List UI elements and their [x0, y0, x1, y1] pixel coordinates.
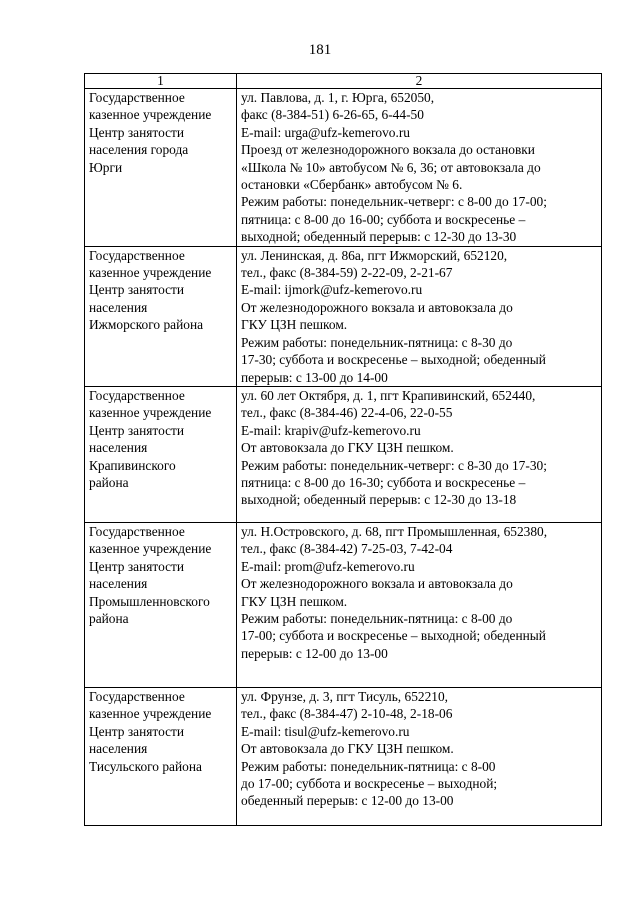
organization-line: Крапивинского	[89, 457, 176, 473]
schedule-line: Режим работы: понедельник-четверг: с 8-00 до 17-00;	[241, 194, 547, 210]
organization-line: Юрги	[89, 159, 123, 175]
organization-line: Центр занятости	[89, 282, 185, 298]
employment-centers-table	[84, 73, 602, 826]
phone-line: тел., факс (8-384-42) 7-25-03, 7-42-04	[241, 541, 453, 557]
table-row	[85, 89, 602, 247]
organization-cell	[85, 522, 237, 687]
organization-line: населения города	[89, 142, 189, 158]
contact-info-cell	[237, 89, 602, 247]
organization-line: Центр занятости	[89, 558, 185, 574]
organization-line: казенное учреждение	[89, 405, 212, 421]
email-line: E-mail: prom@ufz-kemerovo.ru	[241, 558, 415, 574]
organization-line: Государственное	[89, 90, 185, 105]
schedule-line: Режим работы: понедельник-пятница: с 8-00	[241, 758, 496, 774]
schedule-line: перерыв: с 12-00 до 13-00	[241, 645, 388, 661]
phone-line: тел., факс (8-384-46) 22-4-06, 22-0-55	[241, 405, 453, 421]
schedule-line: до 17-00; суббота и воскресенье – выходной;	[241, 775, 498, 791]
address-line: ул. Ленинская, д. 86а, пгт Ижморский, 652120,	[241, 247, 508, 263]
phone-line: факс (8-384-51) 6-26-65, 6-44-50	[241, 107, 424, 123]
address-line: ул. Павлова, д. 1, г. Юрга, 652050,	[241, 90, 435, 105]
organization-line: казенное учреждение	[89, 541, 212, 557]
table-row	[85, 246, 602, 386]
organization-line: Государственное	[89, 523, 185, 539]
directions-line: остановки «Сбербанк» автобусом № 6.	[241, 177, 463, 193]
table-row	[85, 687, 602, 825]
page-number: 181	[308, 42, 332, 58]
organization-cell	[85, 687, 237, 825]
schedule-line: пятница: с 8-00 до 16-00; суббота и воскресенье –	[241, 211, 526, 227]
address-line: ул. 60 лет Октября, д. 1, пгт Крапивинский, 652440,	[241, 387, 536, 403]
organization-line: Промышленновского	[89, 593, 210, 609]
directions-line: ГКУ ЦЗН пешком.	[241, 593, 348, 609]
contact-info-cell	[237, 687, 602, 825]
organization-line: казенное учреждение	[89, 265, 212, 281]
organization-line: населения	[89, 440, 148, 456]
contact-info-cell	[237, 246, 602, 386]
organization-line: населения	[89, 299, 148, 315]
schedule-line: Режим работы: понедельник-пятница: с 8-00 до	[241, 610, 513, 626]
address-line: ул. Фрунзе, д. 3, пгт Тисуль, 652210,	[241, 688, 449, 704]
organization-line: Тисульского района	[89, 758, 202, 774]
table-row	[85, 386, 602, 522]
directions-line: ГКУ ЦЗН пешком.	[241, 317, 348, 333]
phone-line: тел., факс (8-384-59) 2-22-09, 2-21-67	[241, 265, 453, 281]
schedule-line: 17-30; суббота и воскресенье – выходной; обеденный	[241, 352, 546, 368]
schedule-line: выходной; обеденный перерыв: с 12-30 до 13-18	[241, 492, 517, 508]
organization-line: казенное учреждение	[89, 706, 212, 722]
organization-cell	[85, 89, 237, 247]
directions-line: От автовокзала до ГКУ ЦЗН пешком.	[241, 440, 454, 456]
phone-line: тел., факс (8-384-47) 2-10-48, 2-18-06	[241, 706, 453, 722]
organization-line: района	[89, 610, 129, 626]
organization-line: населения	[89, 576, 148, 592]
organization-line: населения	[89, 741, 148, 757]
organization-line: казенное учреждение	[89, 107, 212, 123]
schedule-line: Режим работы: понедельник-пятница: с 8-30 до	[241, 334, 513, 350]
organization-line: Государственное	[89, 247, 185, 263]
schedule-line: перерыв: с 13-00 до 14-00	[241, 369, 388, 385]
organization-line: района	[89, 474, 129, 490]
column-header-2: 2	[237, 74, 602, 89]
directions-line: Проезд от железнодорожного вокзала до остановки	[241, 142, 535, 158]
schedule-line: обеденный перерыв: с 12-00 до 13-00	[241, 793, 454, 809]
contact-info-cell	[237, 386, 602, 522]
directions-line: От автовокзала до ГКУ ЦЗН пешком.	[241, 741, 454, 757]
schedule-line: Режим работы: понедельник-четверг: с 8-30 до 17-30;	[241, 457, 547, 473]
organization-line: Центр занятости	[89, 124, 185, 140]
address-line: ул. Н.Островского, д. 68, пгт Промышленная, 652380,	[241, 523, 548, 539]
directions-line: От железнодорожного вокзала и автовокзала до	[241, 299, 513, 315]
organization-line: Государственное	[89, 387, 185, 403]
schedule-line: 17-00; суббота и воскресенье – выходной; обеденный	[241, 628, 546, 644]
table-header-row	[85, 74, 602, 89]
organization-cell	[85, 246, 237, 386]
organization-line: Ижморского района	[89, 317, 204, 333]
email-line: E-mail: krapiv@ufz-kemerovo.ru	[241, 422, 421, 438]
email-line: E-mail: ijmork@ufz-kemerovo.ru	[241, 282, 423, 298]
organization-cell	[85, 386, 237, 522]
schedule-line: выходной; обеденный перерыв: с 12-30 до 13-30	[241, 229, 517, 245]
column-header-1: 1	[85, 74, 237, 89]
directions-line: «Школа № 10» автобусом № 6, 36; от автовокзала до	[241, 159, 541, 175]
organization-line: Центр занятости	[89, 723, 185, 739]
organization-line: Центр занятости	[89, 422, 185, 438]
contact-info-cell	[237, 522, 602, 687]
organization-line: Государственное	[89, 688, 185, 704]
email-line: E-mail: tisul@ufz-kemerovo.ru	[241, 723, 410, 739]
table-row	[85, 522, 602, 687]
email-line: E-mail: urga@ufz-kemerovo.ru	[241, 124, 410, 140]
directions-line: От железнодорожного вокзала и автовокзала до	[241, 576, 513, 592]
schedule-line: пятница: с 8-00 до 16-30; суббота и воскресенье –	[241, 474, 526, 490]
